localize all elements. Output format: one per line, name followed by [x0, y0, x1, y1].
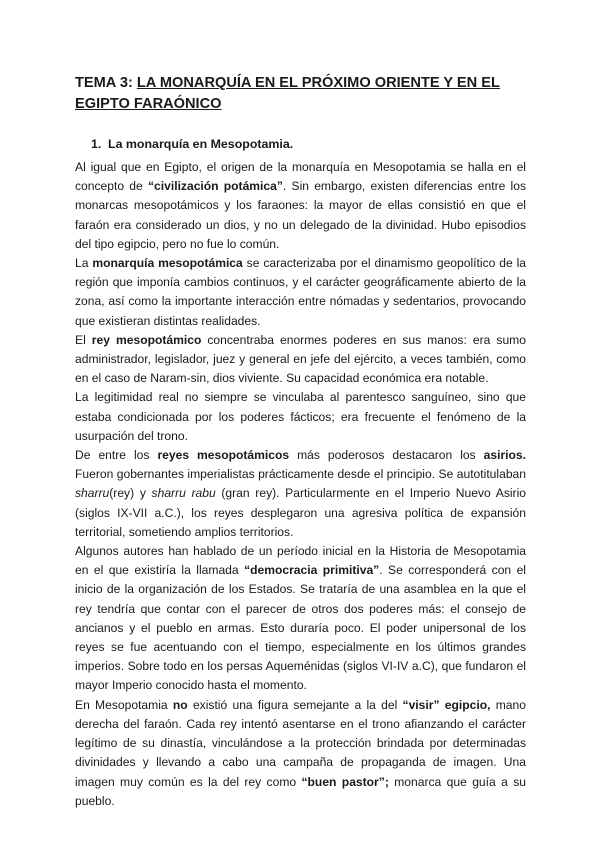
text-run: El: [75, 332, 92, 347]
paragraph-2: [75, 254, 526, 331]
text-run: Fueron gobernantes imperialistas prácticamente desde el principio. Se autotitulaban: [75, 467, 526, 482]
bold-term: “democracia primitiva”: [244, 563, 380, 578]
italic-term: sharru rabu: [151, 486, 216, 501]
text-run: se caracterizaba por el dinamismo geopolítico de la región que imponía cambios continuos, y el carácter geográficamente abierto de la zona, así como la importante interacción entre nómadas y sedentarios, provocando que existieran distintas realidades.: [75, 256, 527, 328]
text-run: concentraba enormes poderes en sus manos: era sumo administrador, legislador, juez y general en jefe del ejército, a veces también, como en el caso de Naram-sin, dios viviente. Su capacidad económica era notable.: [75, 332, 526, 386]
text-run: Algunos autores han hablado de un período inicial en la Historia de Mesopotamia en el que existiría la llamada: [75, 544, 526, 578]
bold-term: “buen pastor”;: [301, 774, 389, 789]
title-prefix: TEMA 3:: [75, 75, 137, 91]
document-title: [75, 73, 545, 115]
bold-term: “visir” egipcio,: [402, 697, 491, 712]
paragraph-3: [75, 331, 526, 389]
paragraph-5: [75, 446, 526, 542]
text-run: . Se corresponderá con el inicio de la organización de los Estados. Se trataría de una asamblea en la que el rey tendría que contar con el parecer de otros dos poderes más: el consejo de ancianos y el pueblo en armas. Esto duraría poco. El poder unipersonal de los reyes se fue acentuando con el tiempo, especialmente en los últimos grandes imperios. Sobre todo en los persas Aqueménidas (siglos VI-IV a.C), que fundaron el mayor Imperio conocido hasta el momento.: [75, 563, 526, 693]
text-run: . Sin embargo, existen diferencias entre los monarcas mesopotámicos y los faraones: la mayor de ellas consistió en que el faraón era considerado un dios, y no un delegado de la divinidad. Hubo episodios del tipo egipcio, pero no fue lo común.: [75, 179, 526, 251]
title-main: LA MONARQUÍA EN EL PRÓXIMO ORIENTE Y EN EL EGIPTO FARAÓNICO: [75, 75, 500, 112]
paragraph-4: [75, 388, 526, 446]
paragraph-7: [75, 696, 526, 811]
bold-term: asirios.: [483, 448, 526, 463]
text-run: monarca que guía a su pueblo.: [75, 774, 526, 808]
bold-term: no: [172, 697, 188, 712]
text-run: La legitimidad real no siempre se vinculaba al parentesco sanguíneo, sino que estaba condicionada por los poderes fácticos; era frecuente el fenómeno de la usurpación del trono.: [75, 390, 526, 443]
text-run: existió una figura semejante a la del: [187, 697, 403, 712]
italic-term: sharru: [75, 486, 110, 501]
section-heading: [91, 137, 293, 151]
section-label: La monarquía en Mesopotamia.: [108, 137, 294, 151]
paragraph-1: [75, 158, 526, 254]
text-run: De entre los: [75, 448, 158, 463]
text-run: (gran rey). Particularmente en el Imperio Nuevo Asirio (siglos IX-VII a.C.), los reyes desplegaron una agresiva política de expansión territorial, sometiendo amplios territorios.: [75, 486, 526, 539]
text-run: más poderosos destacaron los: [289, 448, 484, 463]
paragraph-6: [75, 542, 526, 696]
text-run: mano derecha del faraón. Cada rey intentó asentarse en el trono afianzando el carácter legítimo de su dinastía, vinculándose a la protección brindada por determinadas divinidades y llevando a cabo una campaña de propaganda de imagen. Una imagen muy común es la del rey como: [75, 697, 526, 789]
text-run: (rey) y: [109, 486, 152, 501]
bold-term: monarquía mesopotámica: [92, 256, 243, 271]
bold-term: “civilización potámica”: [147, 179, 283, 194]
bold-term: reyes mesopotámicos: [157, 448, 290, 463]
document-body: [75, 158, 526, 811]
text-run: Al igual que en Egipto, el origen de la monarquía en Mesopotamia se halla en el concepto de: [75, 160, 526, 194]
text-run: La: [75, 256, 93, 271]
text-run: En Mesopotamia: [75, 697, 173, 712]
bold-term: rey mesopotámico: [91, 332, 202, 347]
section-number: 1.: [91, 137, 102, 151]
